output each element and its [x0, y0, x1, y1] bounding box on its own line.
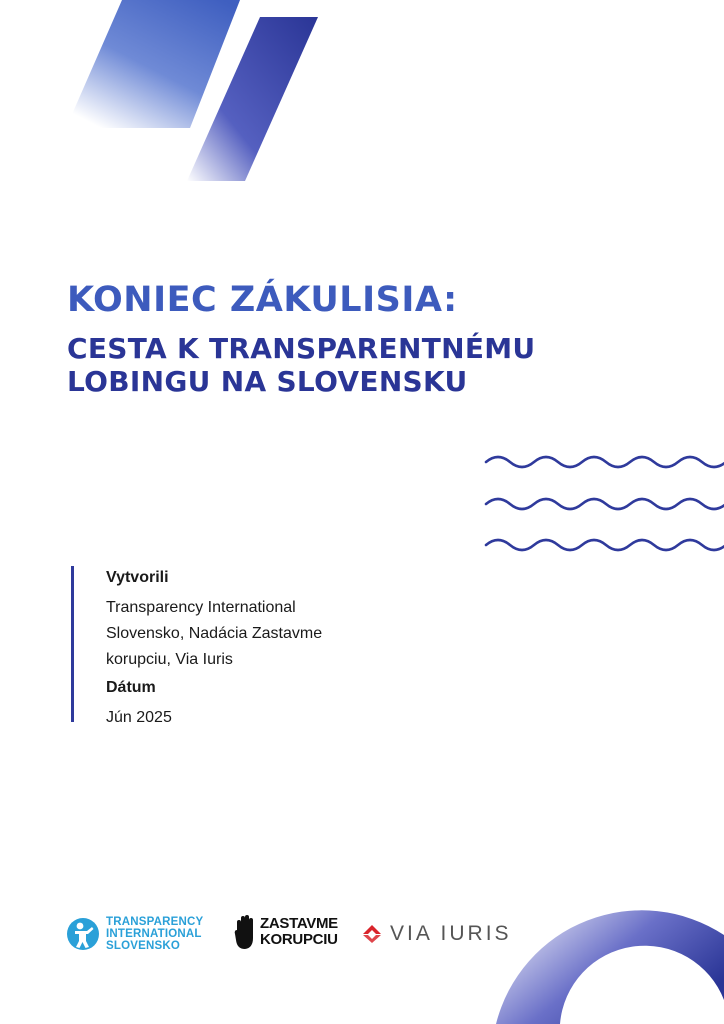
page-title: KONIEC ZÁKULISIA:	[67, 280, 458, 320]
ti-figure-icon	[66, 917, 100, 951]
logo-transparency-international	[66, 916, 203, 952]
ti-line3: SLOVENSKO	[106, 940, 181, 952]
date-label: Dátum	[106, 679, 156, 696]
authors-line-2: Slovensko, Nadácia Zastavme	[106, 625, 323, 642]
ti-line1: TRANSPARENCY	[106, 916, 204, 928]
via-iuris-text: VIA IURIS	[390, 922, 512, 945]
decor-waves	[486, 457, 724, 550]
date-value: Jún 2025	[106, 709, 172, 726]
via-iuris-mark-icon	[362, 924, 382, 944]
authors-label: Vytvorili	[106, 569, 169, 586]
decor-parallelogram-light	[66, 0, 240, 128]
page-subtitle-line2: LOBINGU NA SLOVENSKU	[67, 365, 468, 398]
authors-line-1: Transparency International	[106, 599, 296, 616]
info-block	[71, 566, 323, 726]
title-block	[67, 278, 707, 398]
hand-icon	[234, 914, 256, 950]
zk-line2: KORUPCIU	[260, 931, 338, 948]
ti-line2: INTERNATIONAL	[106, 928, 202, 940]
logo-via-iuris	[362, 922, 512, 946]
page-subtitle-line1: CESTA K TRANSPARENTNÉMU	[67, 332, 536, 365]
zk-line1: ZASTAVME	[260, 915, 338, 932]
partner-logos	[0, 900, 724, 980]
authors-line-3: korupciu, Via Iuris	[106, 651, 233, 668]
logo-zastavme-korupciu	[234, 914, 338, 950]
